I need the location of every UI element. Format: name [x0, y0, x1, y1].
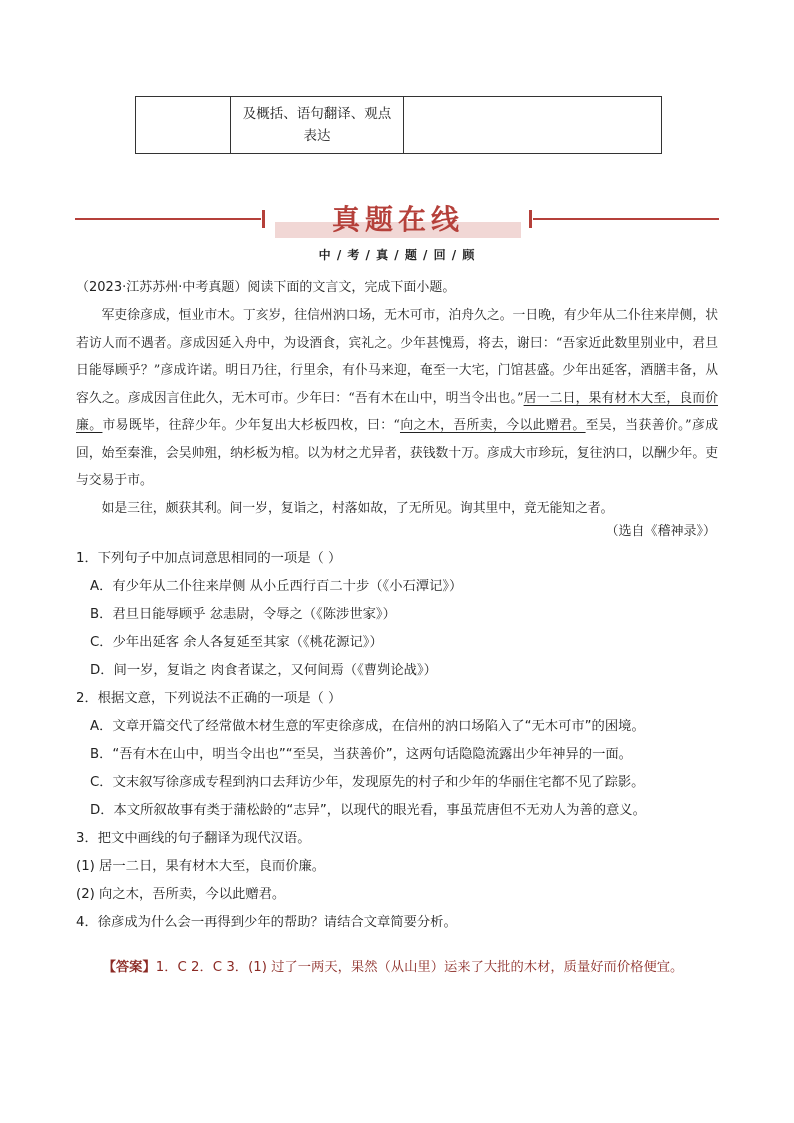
section-banner: [75, 196, 719, 246]
section-subtitle: 中 / 考 / 真 / 题 / 回 / 顾: [318, 248, 476, 262]
table-cell-content: [231, 97, 404, 153]
questions-list: [76, 545, 736, 937]
table-cell-line1: 及概括、语句翻译、观点: [242, 106, 392, 122]
source-line: （2023·江苏苏州·中考真题）阅读下面的文言文，完成下面小题。: [76, 280, 456, 295]
passage-paragraph-1: [76, 302, 718, 495]
answer-tag: 【答案】: [102, 960, 156, 975]
question-4-stem: 4．徐彦成为什么会一再得到少年的帮助？请结合文章简要分析。: [76, 915, 457, 930]
question-1-stem: 1．下列句子中加点词意思相同的一项是（ ）: [76, 551, 342, 566]
underlined-sentence-2: 向之木，吾所卖，今以此赠君。: [399, 418, 586, 433]
table-cell-line2: 表达: [303, 128, 331, 144]
question-3-stem: 3．把文中画线的句子翻译为现代汉语。: [76, 831, 311, 846]
question-2-option-a: A．文章开篇交代了经常做木材生意的军吏徐彦成，在信州的汭口场陷入了“无木可市”的困境。: [90, 719, 645, 734]
banner-bar-right: [529, 210, 532, 228]
answer-block: [76, 954, 726, 981]
passage-text: 市易既毕，往辞少年。少年复出大杉板四枚，曰：“: [102, 418, 400, 433]
classical-passage: [76, 302, 718, 522]
passage-paragraph-2: 如是三往，颇获其利。间一岁，复诣之，村落如故，了无所见。询其里中，竟无能知之者。: [101, 500, 614, 516]
passage-text: 至吴，当获善价。”彦成回，始至秦淮，会吴帅殂，纳杉板为棺。以为材之尤异者，获钱数十万。彦成大市珍玩，复往汭口，以酬少年。吏与交易于市。: [76, 418, 719, 488]
question-3-item-2: (2) 向之木，吾所卖，今以此赠君。: [76, 887, 286, 902]
question-2-option-c: C．文末叙写徐彦成专程到汭口去拜访少年，发现原先的村子和少年的华丽住宅都不见了踪影。: [90, 775, 645, 790]
table-cell-empty-right: [404, 97, 661, 153]
question-1-option-c: C．少年出延客 余人各复延至其家（《桃花源记》）: [90, 635, 383, 650]
question-1-option-d: D．间一岁，复诣之 肉食者谋之，又何间焉（《曹刿论战》）: [90, 663, 437, 678]
underlined-sentence-1: 居一二日，果有材木大至，良而价廉。: [76, 390, 719, 433]
top-table: [135, 96, 662, 154]
question-2-option-b: B．“吾有木在山中，明当令出也”“至吴，当获善价”，这两句话隐隐流露出少年神异的一面。: [90, 747, 632, 762]
question-1-option-b: B．君旦日能辱顾乎 忿恚尉，令辱之（《陈涉世家》）: [90, 607, 396, 622]
banner-title: 真题在线: [331, 203, 464, 236]
passage-text: 军吏徐彦成，恒业市木。丁亥岁，往信州汭口场，无木可市，泊舟久之。一日晚，有少年从二仆往来岸侧，状若访人而不遇者。彦成因延入舟中，为设酒食，宾礼之。少年甚愧焉，将去，谢曰：“吾家近此数里别业中，君旦日能辱顾乎？”彦成许诺。明日乃往，行里余，有仆马来迎，奄至一大宅，门馆甚盛。少年出延客，酒膳丰备，从容久之。彦成因言住此久，无木可市。少年曰：“吾有木在山中，明当令出也。”: [76, 308, 718, 406]
table-cell-empty-left: [136, 97, 231, 153]
passage-credit: （选自《稽神录》）: [605, 524, 716, 539]
banner-bar-left: [262, 210, 265, 228]
question-3-item-1: (1) 居一二日，果有材木大至，良而价廉。: [76, 859, 326, 874]
question-2-stem: 2．根据文意，下列说法不正确的一项是（ ）: [76, 691, 342, 706]
question-1-option-a: A．有少年从二仆往来岸侧 从小丘西行百二十步（《小石潭记》）: [90, 579, 463, 594]
banner-line-right: [533, 218, 719, 220]
question-2-option-d: D．本文所叙故事有类于蒲松龄的“志异”，以现代的眼光看，事虽荒唐但不无劝人为善的意义。: [90, 803, 646, 818]
answer-text: 1．C 2．C 3．(1) 过了一两天，果然（从山里）运来了大批的木材，质量好而价格便宜。: [155, 960, 684, 975]
banner-line-left: [75, 218, 261, 220]
